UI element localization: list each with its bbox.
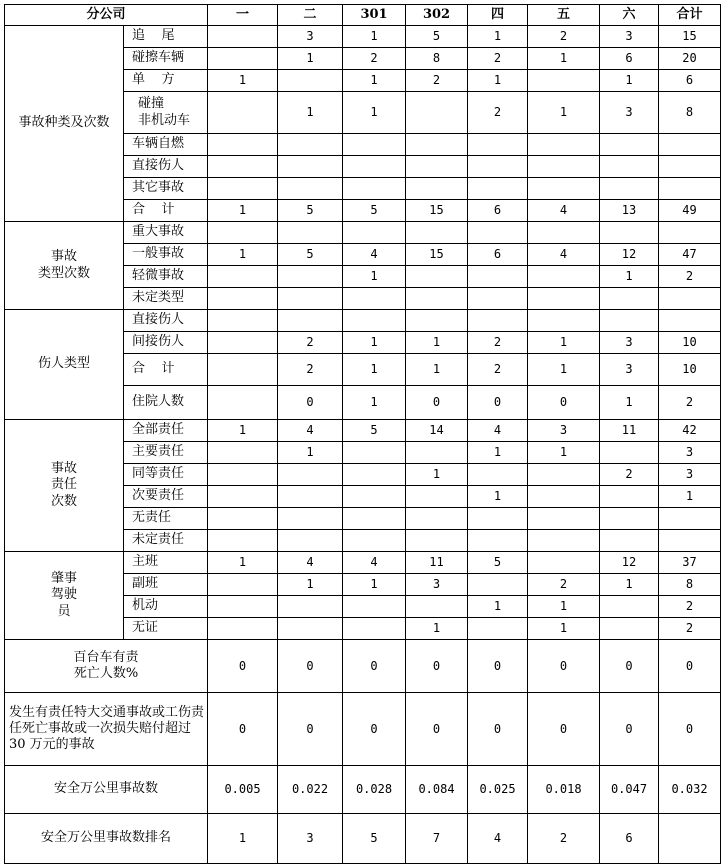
row-label: 次要责任 bbox=[124, 486, 208, 508]
table-cell bbox=[659, 310, 721, 332]
table-cell bbox=[278, 222, 343, 244]
table-cell bbox=[208, 354, 278, 386]
table-cell: 7 bbox=[406, 814, 468, 864]
summary-label: 安全万公里事故数 bbox=[5, 766, 208, 814]
row-label: 重大事故 bbox=[124, 222, 208, 244]
table-cell: 13 bbox=[600, 200, 659, 222]
table-cell bbox=[208, 332, 278, 354]
table-cell bbox=[343, 442, 406, 464]
table-cell bbox=[468, 530, 528, 552]
table-cell bbox=[278, 486, 343, 508]
table-cell: 1 bbox=[600, 266, 659, 288]
table-cell: 4 bbox=[278, 552, 343, 574]
table-cell bbox=[528, 222, 600, 244]
table-cell: 0 bbox=[406, 640, 468, 693]
table-cell bbox=[278, 618, 343, 640]
table-cell: 0 bbox=[468, 640, 528, 693]
table-cell bbox=[343, 596, 406, 618]
table-cell: 20 bbox=[659, 48, 721, 70]
table-cell bbox=[278, 310, 343, 332]
table-cell: 0 bbox=[343, 640, 406, 693]
table-cell bbox=[600, 288, 659, 310]
table-cell bbox=[528, 134, 600, 156]
table-cell bbox=[528, 178, 600, 200]
table-row bbox=[5, 552, 721, 574]
table-cell: 15 bbox=[659, 26, 721, 48]
table-cell bbox=[343, 508, 406, 530]
table-cell bbox=[528, 552, 600, 574]
table-cell: 0.032 bbox=[659, 766, 721, 814]
column-header: 302 bbox=[406, 5, 468, 26]
table-cell bbox=[600, 222, 659, 244]
table-cell bbox=[208, 156, 278, 178]
table-cell: 1 bbox=[343, 354, 406, 386]
table-cell bbox=[278, 464, 343, 486]
table-cell: 0 bbox=[468, 386, 528, 420]
table-cell: 14 bbox=[406, 420, 468, 442]
row-label: 直接伤人 bbox=[124, 310, 208, 332]
table-cell bbox=[208, 464, 278, 486]
table-cell: 2 bbox=[528, 574, 600, 596]
table-cell: 0 bbox=[528, 386, 600, 420]
table-cell: 1 bbox=[208, 200, 278, 222]
table-cell: 1 bbox=[406, 354, 468, 386]
row-label: 无证 bbox=[124, 618, 208, 640]
table-cell: 1 bbox=[278, 48, 343, 70]
table-cell bbox=[406, 134, 468, 156]
table-cell: 2 bbox=[659, 266, 721, 288]
column-header: 301 bbox=[343, 5, 406, 26]
table-cell bbox=[528, 288, 600, 310]
table-cell: 8 bbox=[406, 48, 468, 70]
table-cell bbox=[208, 48, 278, 70]
table-cell bbox=[343, 156, 406, 178]
table-cell bbox=[468, 618, 528, 640]
table-cell: 1 bbox=[528, 92, 600, 134]
group-label: 伤人类型 bbox=[5, 310, 124, 420]
table-cell bbox=[278, 70, 343, 92]
row-label: 追 尾 bbox=[124, 26, 208, 48]
table-cell: 0 bbox=[278, 693, 343, 766]
row-label: 碰撞 非机动车 bbox=[124, 92, 208, 134]
table-cell: 5 bbox=[406, 26, 468, 48]
table-cell: 3 bbox=[659, 464, 721, 486]
column-header: 六 bbox=[600, 5, 659, 26]
table-cell bbox=[208, 442, 278, 464]
summary-row bbox=[5, 693, 721, 766]
table-cell bbox=[659, 156, 721, 178]
table-cell: 4 bbox=[528, 200, 600, 222]
table-cell bbox=[208, 26, 278, 48]
table-cell bbox=[343, 618, 406, 640]
table-cell bbox=[208, 288, 278, 310]
table-cell: 3 bbox=[278, 26, 343, 48]
table-cell bbox=[659, 814, 721, 864]
row-label: 合 计 bbox=[124, 354, 208, 386]
row-label: 主班 bbox=[124, 552, 208, 574]
table-cell: 0 bbox=[406, 693, 468, 766]
table-cell: 1 bbox=[468, 70, 528, 92]
table-cell bbox=[406, 486, 468, 508]
table-cell bbox=[659, 222, 721, 244]
table-cell: 1 bbox=[528, 596, 600, 618]
table-cell: 2 bbox=[406, 70, 468, 92]
table-cell: 5 bbox=[278, 200, 343, 222]
table-cell: 4 bbox=[278, 420, 343, 442]
table-cell: 3 bbox=[600, 92, 659, 134]
table-cell bbox=[468, 134, 528, 156]
table-cell: 0 bbox=[659, 693, 721, 766]
table-cell: 0 bbox=[278, 386, 343, 420]
summary-label: 百台车有责 死亡人数% bbox=[5, 640, 208, 693]
table-cell: 0.018 bbox=[528, 766, 600, 814]
table-cell: 4 bbox=[528, 244, 600, 266]
table-cell bbox=[528, 464, 600, 486]
table-cell bbox=[406, 288, 468, 310]
row-label: 直接伤人 bbox=[124, 156, 208, 178]
row-label: 其它事故 bbox=[124, 178, 208, 200]
table-cell: 6 bbox=[468, 200, 528, 222]
group-label: 事故 类型次数 bbox=[5, 222, 124, 310]
table-cell: 1 bbox=[208, 244, 278, 266]
table-cell: 1 bbox=[468, 26, 528, 48]
table-cell: 0 bbox=[600, 693, 659, 766]
table-cell: 1 bbox=[406, 332, 468, 354]
table-cell: 12 bbox=[600, 552, 659, 574]
table-cell: 2 bbox=[528, 26, 600, 48]
table-cell: 4 bbox=[468, 814, 528, 864]
table-cell: 1 bbox=[406, 618, 468, 640]
table-cell: 11 bbox=[406, 552, 468, 574]
table-cell bbox=[208, 386, 278, 420]
table-cell bbox=[659, 178, 721, 200]
table-cell: 1 bbox=[528, 354, 600, 386]
table-cell: 37 bbox=[659, 552, 721, 574]
table-cell: 0.084 bbox=[406, 766, 468, 814]
row-label: 同等责任 bbox=[124, 464, 208, 486]
table-cell bbox=[278, 178, 343, 200]
table-cell bbox=[208, 486, 278, 508]
summary-row bbox=[5, 766, 721, 814]
column-header: 一 bbox=[208, 5, 278, 26]
table-cell: 1 bbox=[208, 552, 278, 574]
table-cell bbox=[468, 464, 528, 486]
table-cell bbox=[208, 596, 278, 618]
table-cell bbox=[343, 288, 406, 310]
table-cell bbox=[278, 266, 343, 288]
table-cell bbox=[468, 574, 528, 596]
table-cell: 2 bbox=[600, 464, 659, 486]
table-cell: 15 bbox=[406, 200, 468, 222]
table-cell: 0.005 bbox=[208, 766, 278, 814]
table-cell: 1 bbox=[406, 464, 468, 486]
row-label: 主要责任 bbox=[124, 442, 208, 464]
table-cell bbox=[343, 178, 406, 200]
table-cell: 6 bbox=[600, 48, 659, 70]
table-cell bbox=[659, 530, 721, 552]
table-cell bbox=[468, 222, 528, 244]
table-cell: 0 bbox=[208, 640, 278, 693]
table-cell bbox=[659, 288, 721, 310]
table-cell: 47 bbox=[659, 244, 721, 266]
table-cell: 1 bbox=[528, 442, 600, 464]
table-cell bbox=[406, 442, 468, 464]
row-label: 间接伤人 bbox=[124, 332, 208, 354]
table-cell bbox=[208, 92, 278, 134]
table-cell bbox=[343, 222, 406, 244]
table-cell bbox=[278, 156, 343, 178]
table-cell bbox=[600, 310, 659, 332]
table-cell: 4 bbox=[343, 552, 406, 574]
table-cell bbox=[528, 530, 600, 552]
table-cell: 3 bbox=[659, 442, 721, 464]
summary-row bbox=[5, 640, 721, 693]
row-label: 机动 bbox=[124, 596, 208, 618]
table-cell bbox=[208, 266, 278, 288]
table-cell bbox=[468, 288, 528, 310]
table-cell: 1 bbox=[343, 70, 406, 92]
table-cell: 2 bbox=[468, 354, 528, 386]
table-cell bbox=[343, 464, 406, 486]
table-cell bbox=[406, 222, 468, 244]
table-cell bbox=[528, 70, 600, 92]
table-cell: 0 bbox=[600, 640, 659, 693]
table-cell bbox=[208, 574, 278, 596]
table-cell bbox=[468, 310, 528, 332]
table-cell: 0 bbox=[343, 693, 406, 766]
table-cell: 2 bbox=[659, 618, 721, 640]
column-header: 四 bbox=[468, 5, 528, 26]
table-cell: 1 bbox=[468, 486, 528, 508]
table-cell bbox=[468, 266, 528, 288]
table-cell bbox=[528, 310, 600, 332]
table-cell: 1 bbox=[468, 596, 528, 618]
table-header bbox=[5, 5, 721, 26]
table-cell: 2 bbox=[468, 332, 528, 354]
table-row bbox=[5, 26, 721, 48]
table-cell bbox=[600, 156, 659, 178]
table-cell: 0 bbox=[468, 693, 528, 766]
table-cell: 1 bbox=[528, 48, 600, 70]
table-cell: 1 bbox=[600, 386, 659, 420]
column-header: 五 bbox=[528, 5, 600, 26]
table-cell bbox=[208, 508, 278, 530]
table-cell: 0 bbox=[406, 386, 468, 420]
table-row bbox=[5, 420, 721, 442]
summary-label: 发生有责任特大交通事故或工伤责任死亡事故或一次损失赔付超过 30 万元的事故 bbox=[5, 693, 208, 766]
row-label: 合 计 bbox=[124, 200, 208, 222]
table-cell: 1 bbox=[343, 266, 406, 288]
table-cell bbox=[343, 134, 406, 156]
table-cell bbox=[600, 442, 659, 464]
table-cell: 8 bbox=[659, 92, 721, 134]
row-label: 车辆自燃 bbox=[124, 134, 208, 156]
table-cell bbox=[600, 178, 659, 200]
table-cell: 0.025 bbox=[468, 766, 528, 814]
table-cell: 49 bbox=[659, 200, 721, 222]
table-cell: 1 bbox=[208, 70, 278, 92]
table-cell: 1 bbox=[343, 26, 406, 48]
table-cell bbox=[406, 530, 468, 552]
table-cell bbox=[343, 310, 406, 332]
table-cell: 3 bbox=[528, 420, 600, 442]
table-cell: 42 bbox=[659, 420, 721, 442]
table-cell bbox=[406, 92, 468, 134]
group-label: 事故种类及次数 bbox=[5, 26, 124, 222]
table-cell bbox=[468, 178, 528, 200]
table-cell bbox=[343, 530, 406, 552]
table-cell: 5 bbox=[468, 552, 528, 574]
table-cell bbox=[528, 266, 600, 288]
group-label: 事故 责任 次数 bbox=[5, 420, 124, 552]
table-cell bbox=[600, 530, 659, 552]
table-cell bbox=[278, 530, 343, 552]
table-cell: 0 bbox=[528, 640, 600, 693]
table-cell: 0.047 bbox=[600, 766, 659, 814]
table-cell bbox=[208, 134, 278, 156]
table-cell bbox=[600, 486, 659, 508]
column-header: 二 bbox=[278, 5, 343, 26]
table-cell: 1 bbox=[208, 814, 278, 864]
table-cell: 1 bbox=[343, 92, 406, 134]
table-cell: 1 bbox=[208, 420, 278, 442]
table-cell: 4 bbox=[343, 244, 406, 266]
column-header: 合计 bbox=[659, 5, 721, 26]
table-cell: 5 bbox=[278, 244, 343, 266]
table-cell bbox=[208, 530, 278, 552]
table-cell: 0 bbox=[278, 640, 343, 693]
table-cell: 0 bbox=[528, 693, 600, 766]
table-cell: 3 bbox=[600, 26, 659, 48]
corner-header: 分公司 bbox=[5, 5, 208, 26]
table-cell: 1 bbox=[528, 618, 600, 640]
row-label: 轻微事故 bbox=[124, 266, 208, 288]
table-cell: 1 bbox=[343, 332, 406, 354]
table-cell: 1 bbox=[278, 442, 343, 464]
table-cell: 5 bbox=[343, 200, 406, 222]
table-cell: 5 bbox=[343, 814, 406, 864]
table-cell: 0.022 bbox=[278, 766, 343, 814]
table-cell bbox=[406, 266, 468, 288]
table-cell: 11 bbox=[600, 420, 659, 442]
row-label: 未定责任 bbox=[124, 530, 208, 552]
table-cell bbox=[278, 288, 343, 310]
table-cell: 0.028 bbox=[343, 766, 406, 814]
table-cell: 10 bbox=[659, 332, 721, 354]
table-cell: 2 bbox=[278, 354, 343, 386]
table-cell bbox=[406, 178, 468, 200]
row-label: 碰擦车辆 bbox=[124, 48, 208, 70]
table-cell bbox=[406, 156, 468, 178]
table-cell: 1 bbox=[343, 386, 406, 420]
table-cell bbox=[659, 134, 721, 156]
row-label: 无责任 bbox=[124, 508, 208, 530]
table-cell: 3 bbox=[406, 574, 468, 596]
table-cell: 2 bbox=[659, 596, 721, 618]
table-cell bbox=[468, 156, 528, 178]
table-row bbox=[5, 222, 721, 244]
header-row bbox=[5, 5, 721, 26]
table-cell bbox=[208, 310, 278, 332]
group-label: 肇事 驾驶 员 bbox=[5, 552, 124, 640]
table-cell bbox=[528, 486, 600, 508]
table-cell: 5 bbox=[343, 420, 406, 442]
table-cell: 0 bbox=[208, 693, 278, 766]
table-cell: 1 bbox=[278, 92, 343, 134]
table-cell bbox=[600, 134, 659, 156]
table-cell: 2 bbox=[659, 386, 721, 420]
table-cell: 1 bbox=[600, 574, 659, 596]
row-label: 住院人数 bbox=[124, 386, 208, 420]
row-label: 单 方 bbox=[124, 70, 208, 92]
table-cell bbox=[659, 508, 721, 530]
table-cell: 6 bbox=[600, 814, 659, 864]
table-cell: 0 bbox=[659, 640, 721, 693]
row-label: 一般事故 bbox=[124, 244, 208, 266]
table-cell bbox=[468, 508, 528, 530]
table-body bbox=[5, 26, 721, 864]
table-cell: 1 bbox=[343, 574, 406, 596]
table-cell: 4 bbox=[468, 420, 528, 442]
table-cell bbox=[406, 310, 468, 332]
table-cell: 6 bbox=[659, 70, 721, 92]
table-cell: 2 bbox=[278, 332, 343, 354]
table-cell bbox=[600, 508, 659, 530]
table-cell bbox=[208, 222, 278, 244]
table-cell: 3 bbox=[278, 814, 343, 864]
accident-statistics-table bbox=[4, 4, 721, 864]
table-cell: 1 bbox=[468, 442, 528, 464]
table-cell: 6 bbox=[468, 244, 528, 266]
table-cell: 3 bbox=[600, 332, 659, 354]
table-cell bbox=[208, 618, 278, 640]
table-row bbox=[5, 310, 721, 332]
table-cell: 1 bbox=[600, 70, 659, 92]
table-cell bbox=[406, 508, 468, 530]
table-cell: 10 bbox=[659, 354, 721, 386]
row-label: 全部责任 bbox=[124, 420, 208, 442]
table-cell: 1 bbox=[659, 486, 721, 508]
table-cell: 2 bbox=[528, 814, 600, 864]
table-cell: 1 bbox=[278, 574, 343, 596]
table-cell bbox=[600, 618, 659, 640]
summary-label: 安全万公里事故数排名 bbox=[5, 814, 208, 864]
table-cell bbox=[208, 178, 278, 200]
table-cell bbox=[600, 596, 659, 618]
table-cell: 12 bbox=[600, 244, 659, 266]
table-cell bbox=[343, 486, 406, 508]
table-cell: 8 bbox=[659, 574, 721, 596]
table-cell bbox=[528, 508, 600, 530]
table-cell: 3 bbox=[600, 354, 659, 386]
row-label: 副班 bbox=[124, 574, 208, 596]
row-label: 未定类型 bbox=[124, 288, 208, 310]
table-cell bbox=[406, 596, 468, 618]
table-cell bbox=[278, 134, 343, 156]
summary-row bbox=[5, 814, 721, 864]
table-cell bbox=[278, 508, 343, 530]
table-cell: 2 bbox=[468, 48, 528, 70]
table-cell bbox=[528, 156, 600, 178]
table-cell: 2 bbox=[468, 92, 528, 134]
table-cell: 1 bbox=[528, 332, 600, 354]
table-cell bbox=[278, 596, 343, 618]
table-cell: 15 bbox=[406, 244, 468, 266]
table-cell: 2 bbox=[343, 48, 406, 70]
